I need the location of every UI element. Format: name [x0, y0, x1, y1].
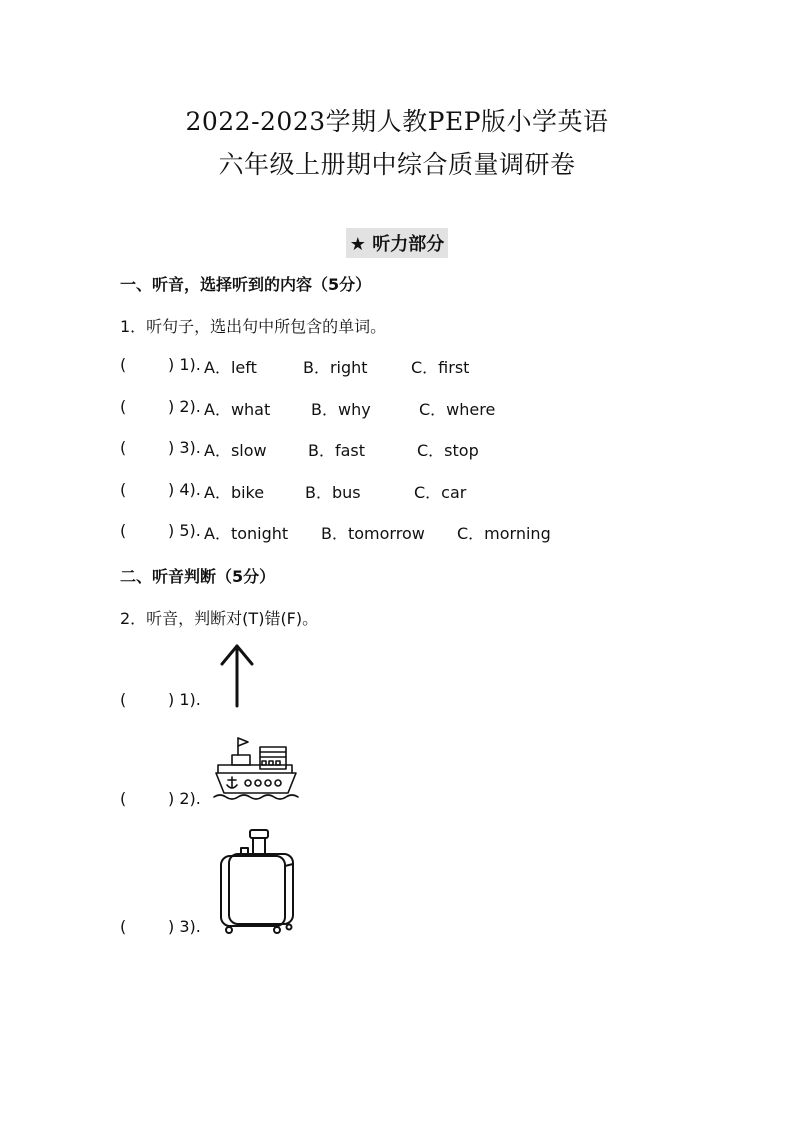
option-c: C．stop: [417, 441, 479, 460]
part2-heading: 二、听音判断（5分）: [120, 567, 276, 586]
question-number: ) 4).: [168, 480, 201, 499]
question-number: ) 2).: [168, 789, 201, 808]
ship-icon: [212, 735, 302, 805]
answer-paren[interactable]: (: [120, 438, 127, 457]
option-a: A．bike: [204, 483, 265, 502]
option-a: A．tonight: [204, 524, 289, 543]
answer-paren[interactable]: (: [120, 690, 127, 709]
suitcase-icon: [215, 826, 299, 936]
option-c: C．where: [419, 400, 496, 419]
option-c: C．morning: [457, 524, 551, 543]
title-line-1: 2022-2023学期人教PEP版小学英语: [185, 107, 609, 136]
question-number: ) 1).: [168, 690, 201, 709]
section-label: ★ 听力部分: [346, 228, 448, 258]
option-c: C．car: [414, 483, 467, 502]
answer-paren[interactable]: (: [120, 480, 127, 499]
question-number: ) 3).: [168, 917, 201, 936]
part2-instruction: 2．听音，判断对(T)错(F)。: [120, 609, 319, 628]
question-number: ) 3).: [168, 438, 201, 457]
title-line-2: 六年级上册期中综合质量调研卷: [218, 150, 576, 179]
option-b: B．why: [311, 400, 371, 419]
question-number: ) 5).: [168, 521, 201, 540]
answer-paren[interactable]: (: [120, 521, 127, 540]
up-arrow-icon: [218, 642, 256, 708]
section-banner: [0, 228, 794, 258]
answer-paren[interactable]: (: [120, 789, 127, 808]
part1-instruction: 1．听句子，选出句中所包含的单词。: [120, 317, 387, 336]
option-b: B．tomorrow: [321, 524, 425, 543]
option-b: B．fast: [308, 441, 366, 460]
option-a: A．what: [204, 400, 271, 419]
option-a: A．left: [204, 358, 257, 377]
option-a: A．slow: [204, 441, 267, 460]
part1-heading: 一、听音，选择听到的内容（5分）: [120, 275, 372, 294]
option-c: C．first: [411, 358, 470, 377]
answer-paren[interactable]: (: [120, 355, 127, 374]
question-number: ) 2).: [168, 397, 201, 416]
answer-paren[interactable]: (: [120, 397, 127, 416]
answer-paren[interactable]: (: [120, 917, 127, 936]
question-number: ) 1).: [168, 355, 201, 374]
option-b: B．right: [303, 358, 368, 377]
option-b: B．bus: [305, 483, 361, 502]
